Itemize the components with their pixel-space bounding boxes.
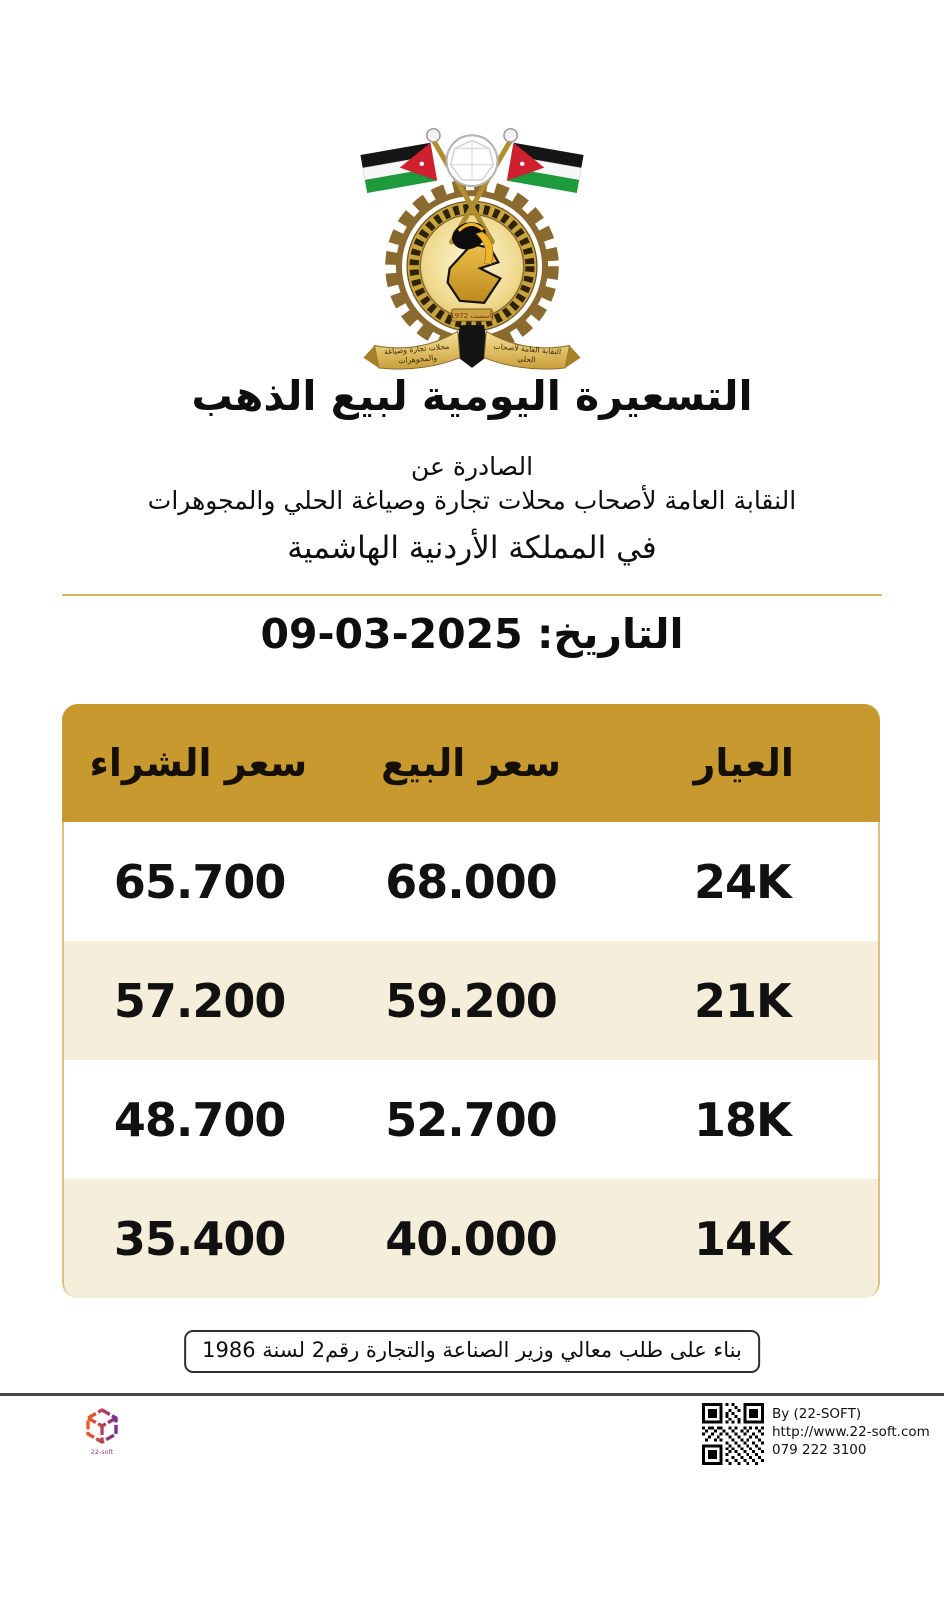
karat-cell: 14K — [694, 1211, 791, 1266]
buy-cell: 35.400 — [113, 1211, 286, 1266]
ribbon-right-line2: الحلي — [516, 353, 536, 365]
table-row — [64, 1060, 878, 1179]
ribbon-left-line1: محلات تجارة وصياغة — [383, 341, 450, 357]
buy-cell: 65.700 — [113, 854, 286, 909]
ministry-note-box: بناء على طلب معالي وزير الصناعة والتجارة رقم2 لسنة 1986 — [184, 1330, 760, 1373]
qr-code — [702, 1403, 764, 1469]
syndicate-emblem-icon — [320, 114, 625, 380]
footer-divider — [0, 1393, 944, 1396]
table-row — [64, 822, 878, 941]
soft-company-logo — [80, 1406, 124, 1462]
col-sell: سعر البيع — [381, 741, 561, 785]
col-buy: سعر الشراء — [89, 741, 308, 785]
gold-divider — [62, 594, 882, 596]
price-table-body — [62, 822, 880, 1298]
date-value: 09-03-2025 — [260, 610, 523, 658]
footer-credit-block — [772, 1406, 930, 1459]
credit-line: By (22-SOFT) — [772, 1406, 862, 1422]
date-line — [0, 610, 944, 658]
page-title: التسعيرة اليومية لبيع الذهب — [191, 372, 753, 420]
diamond-icon — [447, 135, 498, 186]
sell-cell: 68.000 — [385, 854, 557, 909]
sell-cell: 40.000 — [385, 1211, 557, 1266]
qr-code-icon — [702, 1403, 764, 1465]
buy-cell: 48.700 — [113, 1092, 286, 1147]
issued-by-line: الصادرة عن — [410, 452, 534, 481]
price-table-header — [62, 704, 880, 822]
cube-logo-icon — [80, 1406, 124, 1458]
cube-logo-text: 22-soft — [90, 1448, 114, 1456]
website-url: http://www.22-soft.com — [772, 1423, 930, 1440]
country-line: في المملكة الأردنية الهاشمية — [287, 530, 657, 566]
sell-cell: 59.200 — [385, 973, 557, 1028]
date-label: التاريخ: — [537, 610, 684, 658]
table-row — [64, 941, 878, 1060]
table-row — [64, 1179, 878, 1298]
buy-cell: 57.200 — [113, 973, 286, 1028]
jordan-flag-left-icon — [360, 143, 437, 193]
jordan-flag-right-icon — [507, 143, 584, 193]
ribbon-left-line2: والمجوهرات — [397, 353, 438, 366]
established-band — [450, 309, 494, 321]
established-year: تأسست 1972 — [450, 311, 494, 321]
organization-line: النقابة العامة لأصحاب محلات تجارة وصياغة الحلي والمجوهرات — [147, 486, 797, 515]
karat-cell: 24K — [694, 854, 791, 909]
sell-cell: 52.700 — [385, 1092, 557, 1147]
ribbon-banner — [363, 325, 580, 369]
karat-cell: 21K — [694, 973, 791, 1028]
phone-number: 079 222 3100 — [772, 1441, 867, 1458]
col-karat: العيار — [693, 741, 794, 785]
pole-ball-right-icon — [504, 129, 517, 142]
ribbon-right-line1: النقابة العامة لأصحاب — [493, 341, 562, 357]
syndicate-emblem — [320, 114, 625, 384]
price-table — [62, 704, 880, 1298]
pole-ball-left-icon — [427, 129, 440, 142]
karat-cell: 18K — [694, 1092, 791, 1147]
